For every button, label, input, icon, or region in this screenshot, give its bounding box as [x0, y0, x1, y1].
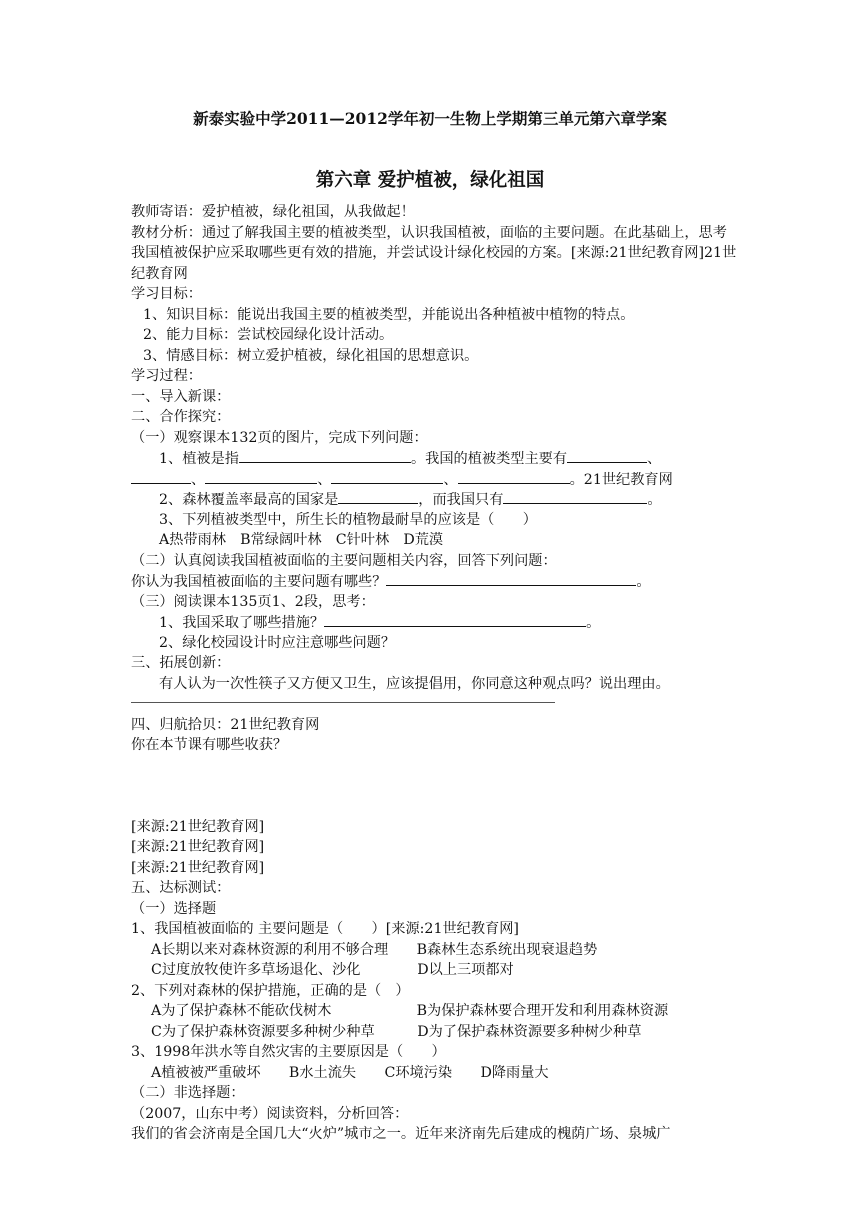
material-analysis: 教材分析：通过了解我国主要的植被类型，认识我国植被，面临的主要问题。在此基础上，思考我国植被保护应采取哪些更有效的措施，并尝试设计绿化校园的方案。[来源:21世纪教育网]21世纪教育网: [131, 224, 737, 282]
objective-item: 2、能力目标：尝试校园绿化设计活动。: [143, 327, 394, 343]
answer-blank[interactable]: [324, 612, 586, 627]
section-heading: 二、合作探究：: [131, 409, 231, 425]
question-1-continued: 、 、 、 。21世纪教育网: [131, 469, 737, 490]
section-heading: 五、达标测试：: [131, 880, 231, 896]
question-2: 2、森林覆盖率最高的国家是 ，而我国只有 。: [131, 489, 737, 510]
section-heading: 三、拓展创新：: [131, 655, 231, 671]
answer-blank[interactable]: [503, 489, 647, 504]
test-question-2-options: C为了保护森林资源要多种树少种草 D为了保护森林资源要多种树少种草: [151, 1023, 642, 1040]
objectives-heading: 学习目标：: [131, 286, 202, 302]
test-question-2: 2、下列对森林的保护措施，正确的是（ ）: [131, 982, 410, 999]
source-note: [来源:21世纪教育网]: [131, 818, 265, 835]
question-1: 1、植被是指 。我国的植被类型主要有 、: [131, 448, 737, 469]
test-question-3: 3、1998年洪水等自然灾害的主要原因是（ ）: [131, 1044, 446, 1060]
test-question-1-options: C过度放牧使许多草场退化、沙化 D以上三项都对: [151, 962, 514, 978]
chapter-title: 第六章 爱护植被，绿化祖国: [315, 170, 545, 191]
objective-item: 1、知识目标：能说出我国主要的植被类型，并能说出各种植被中植物的特点。: [143, 306, 635, 323]
reading-source: （2007，山东中考）阅读资料，分析回答：: [131, 1105, 409, 1122]
part-3-question-2: 2、绿化校园设计时应注意哪些问题？: [159, 634, 396, 651]
answer-blank[interactable]: [205, 469, 317, 484]
part-heading: （二）非选择题：: [131, 1085, 245, 1101]
test-question-2-options: A为了保护森林不能砍伐树木 B为保护森林要合理开发和利用森林资源: [151, 1003, 669, 1019]
answer-blank[interactable]: [458, 469, 570, 484]
source-note: [来源:21世纪教育网]: [131, 839, 265, 855]
harvest-question: 你在本节课有哪些收获？: [131, 737, 288, 753]
test-question-1: 1、我国植被面临的 主要问题是（ ）[来源:21世纪教育网]: [131, 921, 519, 937]
answer-blank[interactable]: [567, 448, 647, 463]
answer-blank[interactable]: [331, 469, 443, 484]
extension-question: 有人认为一次性筷子又方便又卫生，应该提倡用，你同意这种观点吗？说出理由。: [159, 675, 670, 692]
part-heading: （二）认真阅读我国植被面临的主要问题相关内容，回答下列问题：: [131, 552, 557, 569]
process-heading: 学习过程：: [131, 368, 202, 384]
reading-text: 我们的省会济南是全国几大“火炉”城市之一。近年来济南先后建成的槐荫广场、泉城广: [131, 1126, 671, 1142]
part-3-question-1: 1、我国采取了哪些措施？ 。: [131, 612, 737, 633]
test-question-3-options: A植被被严重破坏 B水土流失 C环境污染 D降雨量大: [151, 1064, 549, 1081]
answer-space[interactable]: [131, 756, 737, 817]
part-heading: （三）阅读课本135页1、2段，思考：: [131, 593, 375, 610]
test-question-1-options: A长期以来对森林资源的利用不够合理 B森林生态系统出现衰退趋势: [151, 941, 598, 958]
answer-blank[interactable]: [131, 469, 191, 484]
section-heading: 四、归航拾贝：21世纪教育网: [131, 716, 320, 733]
objective-item: 3、情感目标：树立爱护植被，绿化祖国的思想意识。: [143, 347, 479, 364]
answer-blank[interactable]: [239, 448, 411, 463]
question-3: 3、下列植被类型中，所生长的植物最耐旱的应该是（ ）: [159, 511, 537, 528]
answer-blank[interactable]: [386, 571, 636, 586]
section-heading: 一、导入新课：: [131, 388, 231, 405]
question-3-options: A热带雨林 B常绿阔叶林 C针叶林 D荒漠: [159, 532, 444, 548]
part-heading: （一）观察课本132页的图片，完成下列问题：: [131, 429, 428, 446]
answer-blank[interactable]: [338, 489, 418, 504]
document-title: 新泰实验中学2011—2012学年初一生物上学期第三单元第六章学案: [193, 109, 667, 128]
document-body: [131, 202, 737, 1145]
answer-line[interactable]: [131, 694, 737, 715]
part-2-question: 你认为我国植被面临的主要问题有哪些？ 。: [131, 571, 737, 592]
part-heading: （一）选择题: [131, 900, 217, 917]
teacher-note: 教师寄语：爱护植被，绿化祖国，从我做起！: [131, 204, 415, 220]
source-note: [来源:21世纪教育网]: [131, 859, 265, 876]
